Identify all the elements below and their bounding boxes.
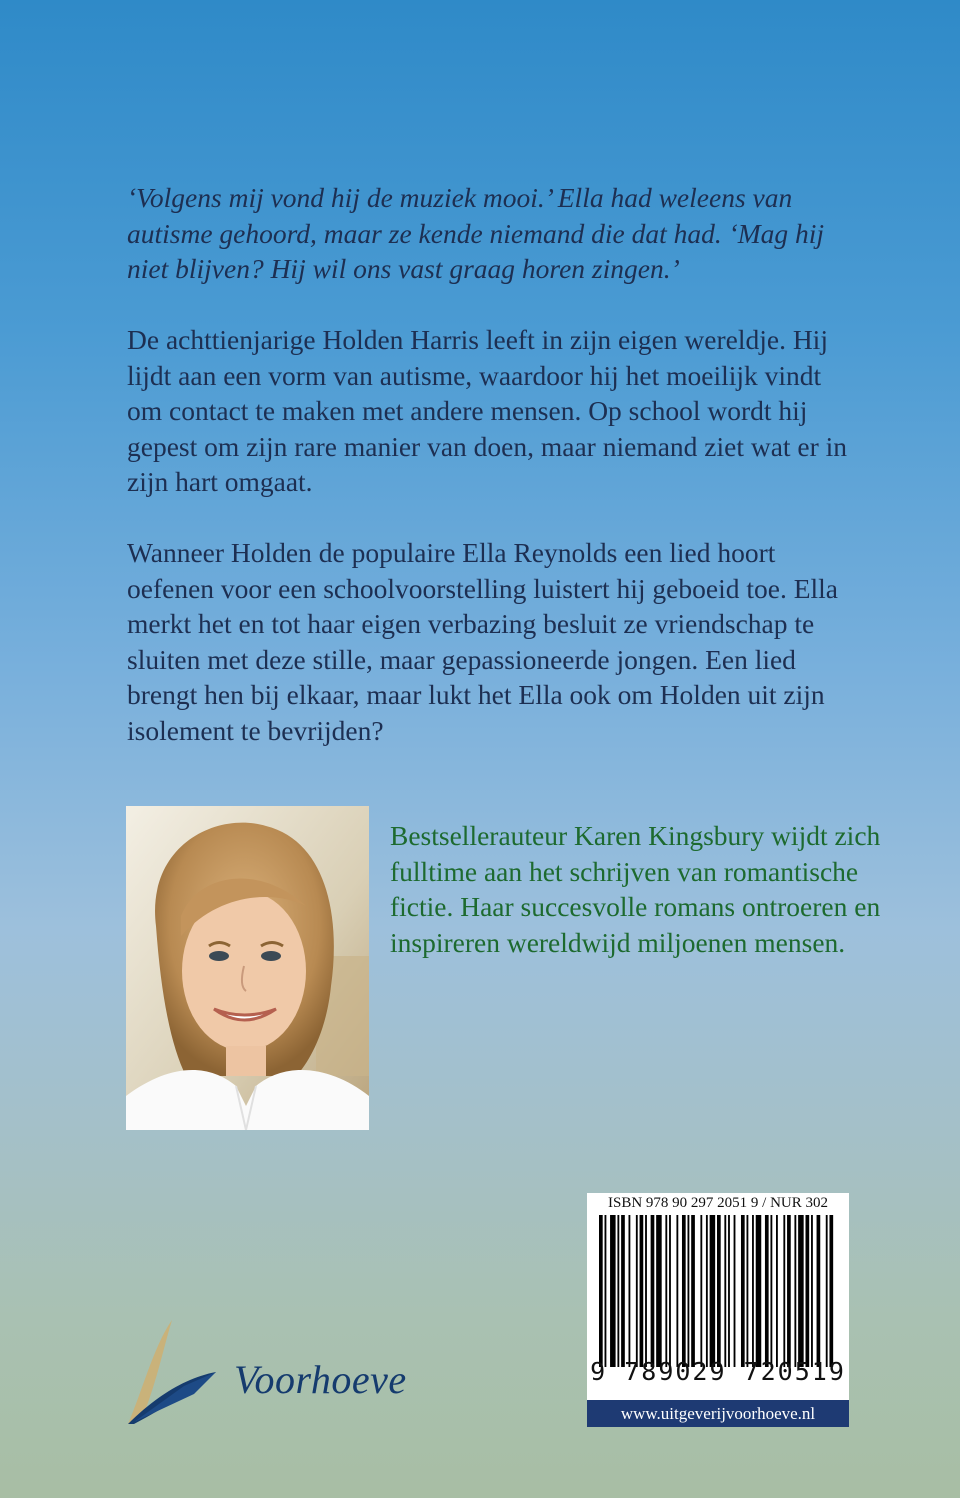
paragraph-line: oefenen voor een schoolvoorstelling luistert hij geboeid toe. Ella — [127, 572, 838, 604]
barcode-bar — [776, 1215, 778, 1367]
barcode-bar — [645, 1215, 647, 1367]
barcode-bar — [741, 1215, 745, 1367]
paragraph-line: zijn hart omgaat. — [127, 466, 313, 497]
author-bio — [390, 818, 890, 960]
barcode-bar — [640, 1215, 644, 1367]
barcode-bar — [770, 1215, 772, 1367]
paragraph-line: sluiten met deze stille, maar gepassioneerde jongen. Een lied — [127, 643, 796, 675]
paragraph-line: brengt hen bij elkaar, maar lukt het Ella ook om Holden uit zijn — [127, 679, 825, 710]
barcode-bar — [669, 1215, 671, 1367]
barcode-bar — [656, 1215, 662, 1367]
barcode-bar — [826, 1215, 828, 1367]
blurb-paragraph-2 — [127, 535, 887, 748]
quote-line: niet blijven? Hij wil ons vast graag horen zingen.’ — [127, 253, 680, 284]
publisher-logo — [124, 1316, 424, 1428]
barcode-bar — [665, 1215, 667, 1367]
barcode-bar — [728, 1215, 730, 1367]
publisher-url[interactable]: www.uitgeverijvoorhoeve.nl — [587, 1400, 849, 1427]
publisher-name: Voorhoeve — [234, 1357, 407, 1402]
barcode-bar — [829, 1215, 833, 1367]
barcode-bar — [747, 1215, 749, 1367]
barcode-bar — [756, 1215, 762, 1367]
paragraph-line: gepest om zijn rare manier van doen, maar niemand ziet wat er in — [127, 430, 848, 462]
quote-line: ‘Volgens mij vond hij de muziek mooi.’ Ella had weleens van — [127, 182, 793, 213]
barcode-bar — [599, 1215, 603, 1367]
barcode-bar — [629, 1215, 631, 1367]
barcode-bar — [798, 1215, 804, 1367]
barcode-bar — [610, 1215, 616, 1367]
barcode-bar — [700, 1215, 702, 1367]
barcode-bar — [817, 1215, 821, 1367]
bio-line: fictie. Haar succesvolle romans ontroeren en — [390, 891, 881, 922]
barcode-panel — [587, 1193, 849, 1427]
barcode-bar — [636, 1215, 638, 1367]
barcode-bar — [676, 1215, 678, 1367]
author-photo — [126, 806, 369, 1130]
bio-line: inspireren wereldwijd miljoenen mensen. — [390, 926, 846, 958]
paragraph-line: Wanneer Holden de populaire Ella Reynolds een lied hoort — [127, 537, 776, 568]
quote-line: autisme gehoord, maar ze kende niemand die dat had. ‘Mag hij — [127, 217, 825, 249]
barcode-bar — [752, 1215, 754, 1367]
barcode-bar — [682, 1215, 686, 1367]
barcode-bar — [734, 1215, 736, 1367]
barcode-bar — [706, 1215, 708, 1367]
barcode-bar — [783, 1215, 785, 1367]
barcode-bar — [691, 1215, 695, 1367]
cover-quote — [127, 180, 887, 287]
bio-line: Bestsellerauteur Karen Kingsbury wijdt zich — [390, 820, 881, 851]
paragraph-line: merkt het en tot haar eigen verbazing besluit ze vriendschap te — [127, 608, 815, 639]
paragraph-line: lijdt aan een vorm van autisme, waardoor hij het moeilijk vindt — [127, 359, 822, 391]
barcode-digits: 9 789029 720519 — [590, 1357, 846, 1386]
barcode-bar — [621, 1215, 625, 1367]
barcode-bar — [717, 1215, 721, 1367]
barcode-bar — [651, 1215, 655, 1367]
paragraph-line: isolement te bevrijden? — [127, 714, 384, 746]
barcode-bar — [811, 1215, 813, 1367]
quill-arrow-icon — [124, 1316, 220, 1428]
paragraph-line: om contact te maken met andere mensen. Op school wordt hij — [127, 395, 808, 426]
isbn-text: ISBN 978 90 297 2051 9 / NUR 302 — [607, 1195, 828, 1211]
barcode-bar — [787, 1215, 791, 1367]
bio-line: fulltime aan het schrijven van romantische — [390, 855, 859, 887]
barcode-bar — [806, 1215, 810, 1367]
barcode-bar — [765, 1215, 769, 1367]
blurb-paragraph-1 — [127, 322, 887, 500]
barcode-bar — [724, 1215, 726, 1367]
paragraph-line: De achttienjarige Holden Harris leeft in zijn eigen wereldje. Hij — [127, 324, 828, 355]
barcode — [599, 1215, 835, 1367]
barcode-bar — [710, 1215, 716, 1367]
barcode-bar — [688, 1215, 690, 1367]
barcode-bar — [605, 1215, 607, 1367]
barcode-bar — [617, 1215, 619, 1367]
barcode-bar — [794, 1215, 796, 1367]
